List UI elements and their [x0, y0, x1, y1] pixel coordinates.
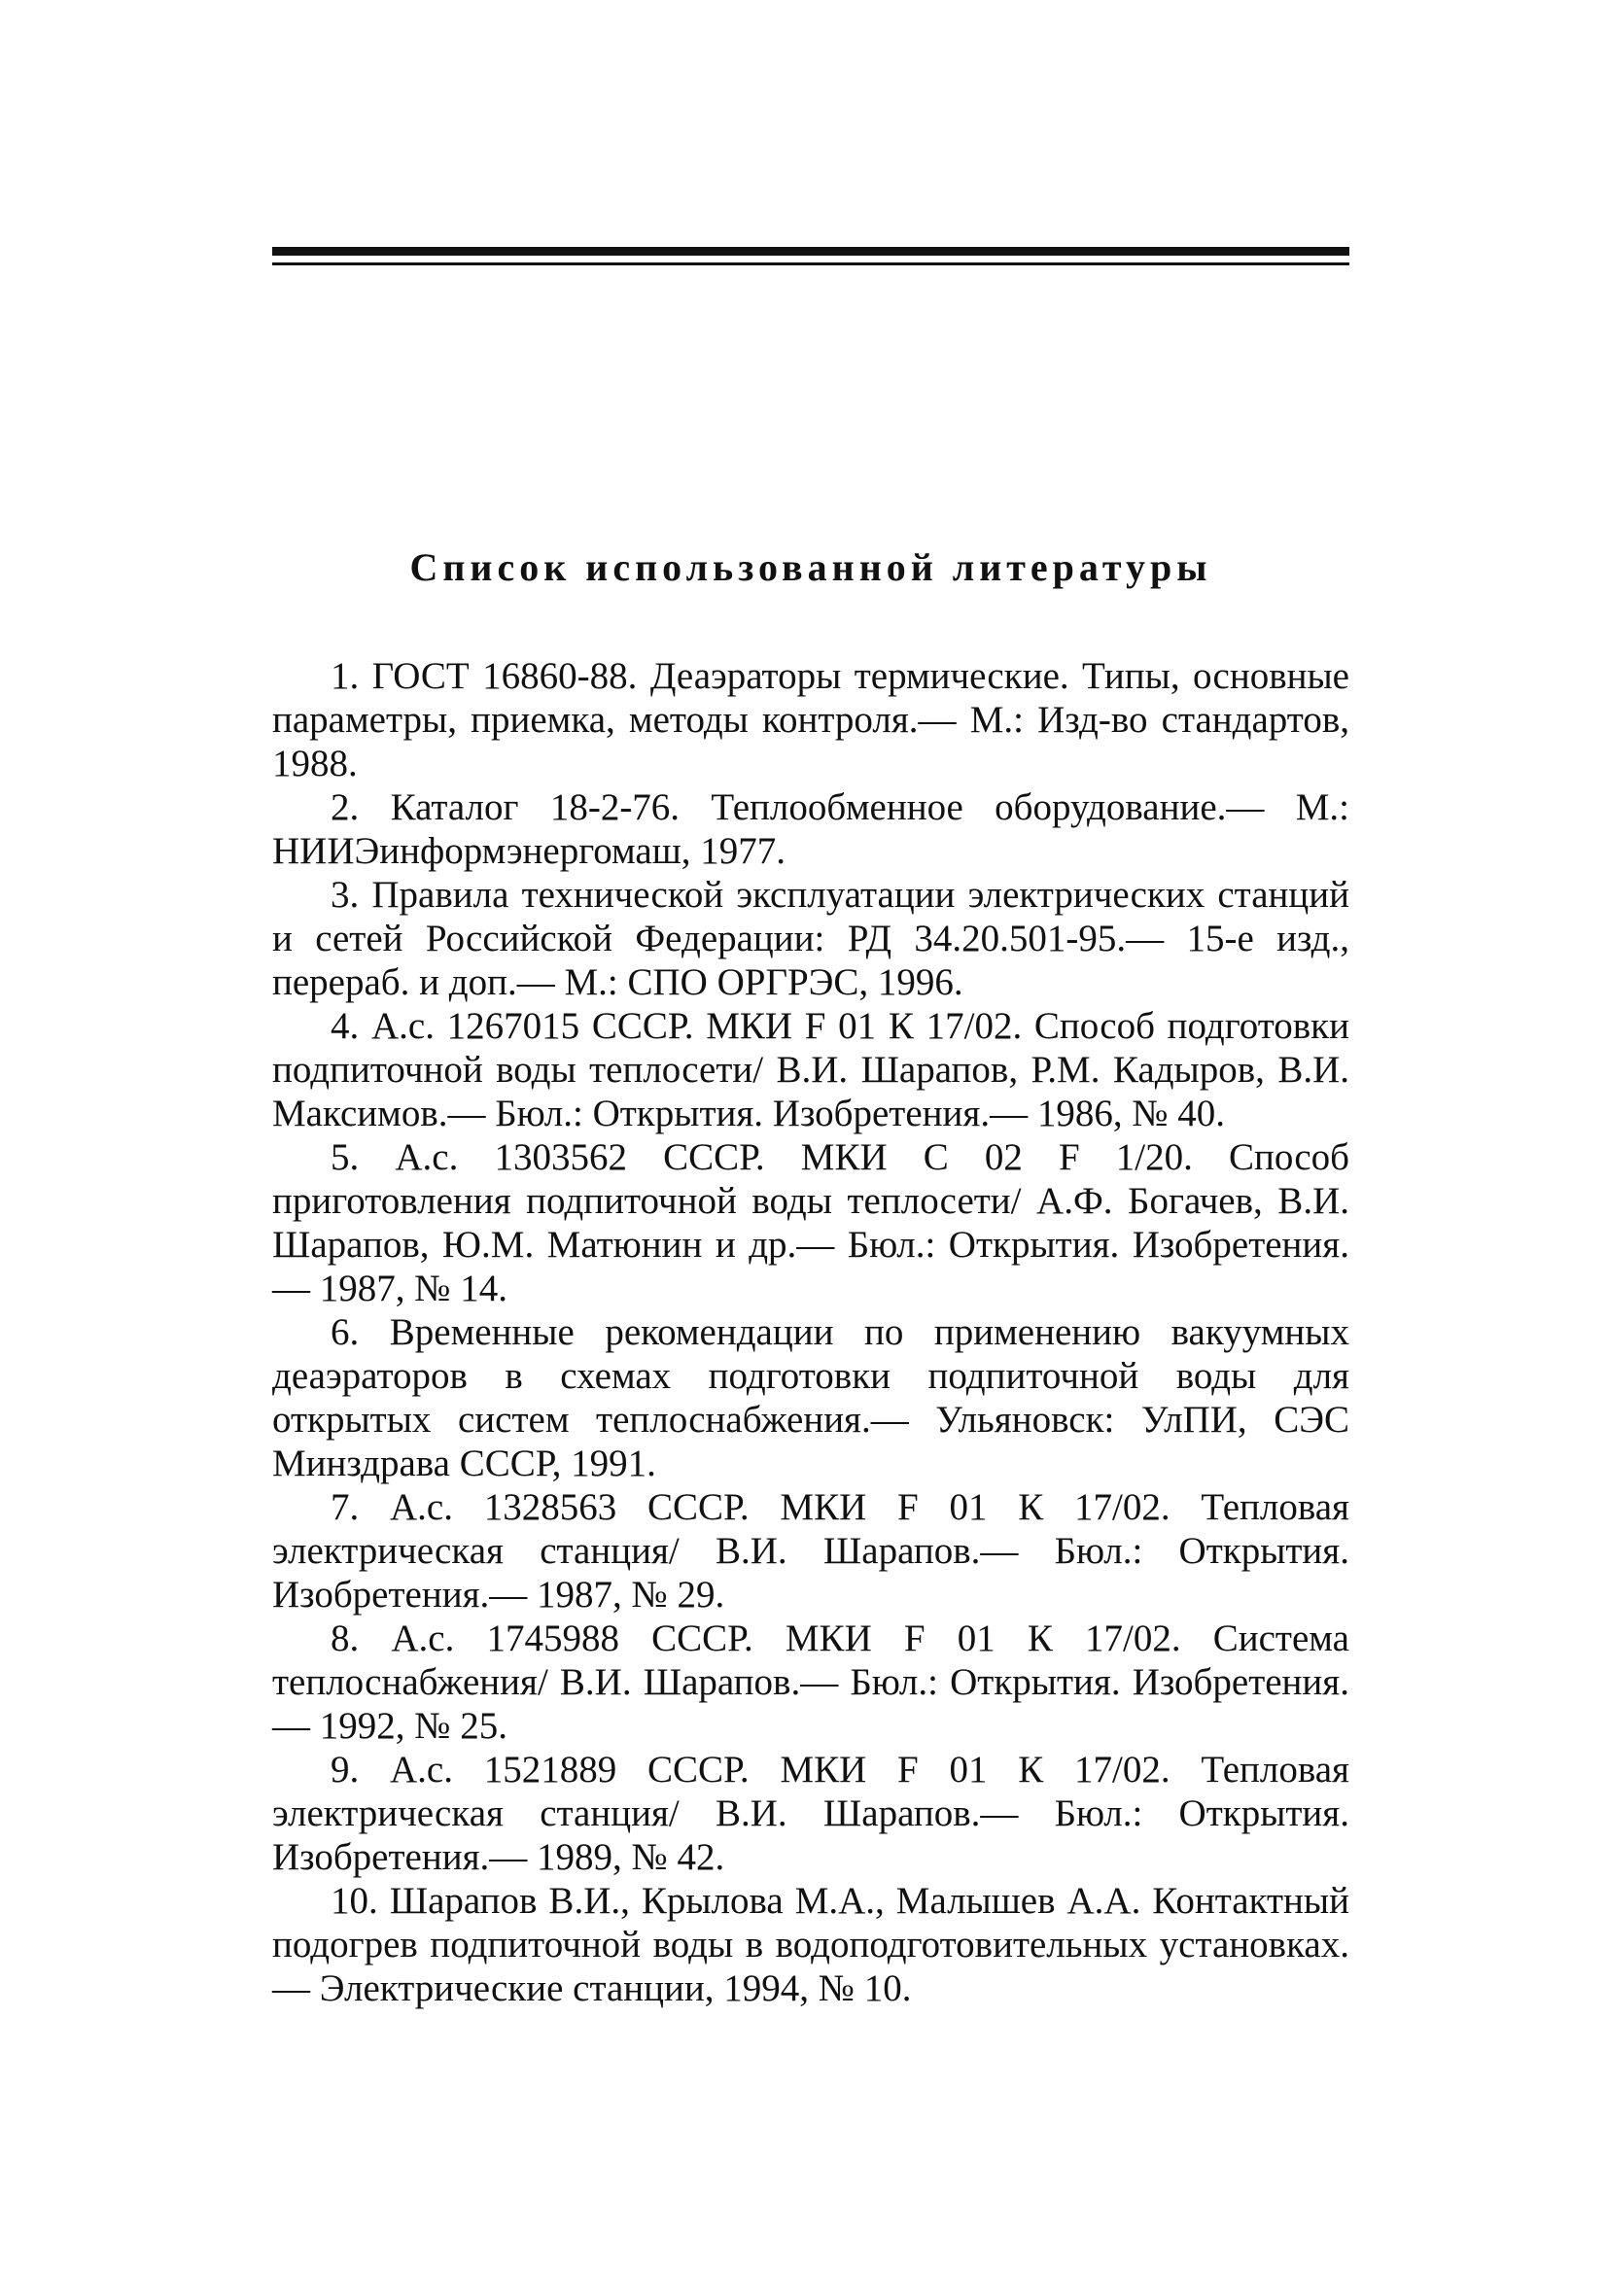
reference-item: 10. Шарапов В.И., Крылова М.А., Малышев А.А. Контактный подогрев подпиточной воды в водоподготовительных установках.— Электрические станции, 1994, № 10. — [272, 1880, 1349, 2009]
reference-item: 7. А.с. 1328563 СССР. МКИ F 01 К 17/02. Тепловая электрическая станция/ В.И. Шарапов.— Бюл.: Открытия. Изобретения.— 1987, № 29. — [272, 1486, 1349, 1616]
bibliography-heading: Список использованной литературы — [409, 545, 1212, 589]
reference-item: 8. А.с. 1745988 СССР. МКИ F 01 К 17/02. Система теплоснабжения/ В.И. Шарапов.— Бюл.: Открытия. Изобретения.— 1992, № 25. — [272, 1618, 1349, 1747]
reference-item: 1. ГОСТ 16860-88. Деаэраторы термические. Типы, основные параметры, приемка, методы контроля.— М.: Изд-во стандартов, 1988. — [272, 655, 1349, 784]
reference-item: 3. Правила технической эксплуатации электрических станций и сетей Российской Федерации: РД 34.20.501-95.— 15-е изд., перераб. и доп.— М.: СПО ОРГРЭС, 1996. — [272, 874, 1349, 1003]
top-rule-thin — [272, 262, 1349, 265]
reference-item: 9. А.с. 1521889 СССР. МКИ F 01 К 17/02. Тепловая электрическая станция/ В.И. Шарапов.— Бюл.: Открытия. Изобретения.— 1989, № 42. — [272, 1749, 1349, 1878]
reference-item: 4. А.с. 1267015 СССР. МКИ F 01 К 17/02. Способ подготовки подпиточной воды теплосети/ В.И. Шарапов, Р.М. Кадыров, В.И. Максимов.— Бюл.: Открытия. Изобретения.— 1986, № 40. — [272, 1005, 1349, 1134]
reference-list — [272, 654, 1349, 2010]
top-rule-thick — [272, 247, 1349, 256]
reference-item: 5. А.с. 1303562 СССР. МКИ С 02 F 1/20. Способ приготовления подпиточной воды теплосети/ А.Ф. Богачев, В.И. Шарапов, Ю.М. Матюнин и др.— Бюл.: Открытия. Изобретения.— 1987, № 14. — [272, 1136, 1349, 1309]
reference-item: 6. Временные рекомендации по применению вакуумных деаэраторов в схемах подготовки подпиточной воды для открытых систем теплоснабжения.— Ульяновск: УлПИ, СЭС Минздрава СССР, 1991. — [272, 1311, 1349, 1484]
reference-item: 2. Каталог 18-2-76. Теплообменное оборудование.— М.: НИИЭинформэнергомаш, 1977. — [272, 786, 1349, 872]
